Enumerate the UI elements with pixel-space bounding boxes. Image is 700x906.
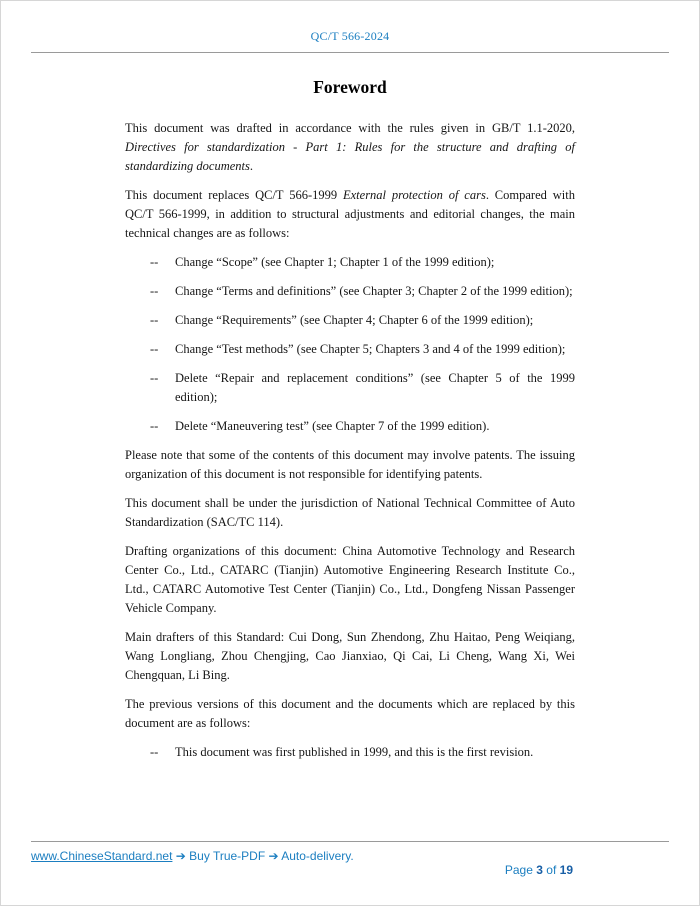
paragraph (125, 186, 575, 243)
paragraph (125, 695, 575, 733)
list-item-text: This document was first published in 1999, and this is the first revision. (175, 745, 534, 759)
page-number-total: 19 (559, 863, 573, 877)
page-number-current: 3 (536, 863, 543, 877)
paragraph (125, 446, 575, 484)
list-item (125, 417, 575, 436)
page-info (478, 849, 573, 891)
document-body (125, 119, 575, 762)
list-item (125, 340, 575, 359)
footer-row (31, 849, 669, 891)
list-item-text: Change “Test methods” (see Chapter 5; Chapters 3 and 4 of the 1999 edition); (175, 342, 566, 356)
document-number: QC/T 566-2024 (310, 29, 390, 43)
list-item (125, 743, 575, 762)
list-item-text: Change “Scope” (see Chapter 1; Chapter 1 of the 1999 edition); (175, 255, 495, 269)
list-item-text: Change “Terms and definitions” (see Chapter 3; Chapter 2 of the 1999 edition); (175, 284, 573, 298)
text-segment: The previous versions of this document and the documents which are replaced by this document are as follows: (125, 697, 575, 730)
page-label: Page (504, 863, 533, 877)
paragraph (125, 494, 575, 532)
page-title: Foreword (313, 77, 387, 97)
list-marker: -- (150, 313, 159, 327)
list-item-text: Delete “Maneuvering test” (see Chapter 7 of the 1999 edition). (175, 419, 490, 433)
list-marker: -- (150, 371, 159, 385)
page-footer (31, 841, 669, 891)
list-item-text: Delete “Repair and replacement conditions” (see Chapter 5 of the 1999 edition); (175, 371, 575, 404)
list-item (125, 253, 575, 272)
list-marker: -- (150, 745, 159, 759)
text-segment: This document replaces QC/T 566-1999 (125, 188, 343, 202)
italic-text-segment: Directives for standardization - Part 1: Rules for the structure and drafting of standardizing documents (125, 140, 575, 173)
page-header (31, 1, 669, 53)
text-segment: Drafting organizations of this document: China Automotive Technology and Research Center Co., Ltd., CATARC (Tianjin) Automotive Engineering Research Institute Co., Ltd., CATARC Automotive Test Center (Tianjin) Co., Ltd., Dongfeng Nissan Passenger Vehicle Company. (125, 544, 575, 615)
text-segment: . Compared with QC/T 566-1999, in addition to structural adjustments and editorial changes, the main technical changes are as follows: (125, 188, 575, 240)
of-label: of (546, 863, 557, 877)
website-link[interactable]: www.ChineseStandard.net (31, 849, 173, 863)
text-segment: Main drafters of this Standard: Cui Dong, Sun Zhendong, Zhu Haitao, Peng Weiqiang, Wang Longliang, Zhou Chengjing, Cao Jianxiao, Qi Cai, Li Cheng, Wang Xi, Wei Chengquan, Li Bing. (125, 630, 575, 682)
paragraph (125, 119, 575, 176)
list-marker: -- (150, 284, 159, 298)
footer-tagline: ➔ Buy True-PDF ➔ Auto-delivery. (172, 849, 354, 863)
text-segment: . (249, 159, 254, 173)
list-marker: -- (150, 419, 159, 433)
footer-promo (31, 849, 354, 863)
text-segment: Please note that some of the contents of this document may involve patents. The issuing organization of this document is not responsible for identifying patents. (125, 448, 575, 481)
list-item (125, 282, 575, 301)
paragraph (125, 542, 575, 618)
list-item (125, 369, 575, 407)
list-marker: -- (150, 342, 159, 356)
list-item (125, 311, 575, 330)
italic-text-segment: External protection of cars (342, 188, 486, 202)
header-divider (31, 52, 669, 53)
paragraph (125, 628, 575, 685)
text-segment: This document shall be under the jurisdiction of National Technical Committee of Auto Standardization (SAC/TC 114). (125, 496, 575, 529)
text-segment: This document was drafted in accordance with the rules given in GB/T 1.1-2020, (125, 121, 575, 135)
list-marker: -- (150, 255, 159, 269)
list-item-text: Change “Requirements” (see Chapter 4; Chapter 6 of the 1999 edition); (175, 313, 534, 327)
